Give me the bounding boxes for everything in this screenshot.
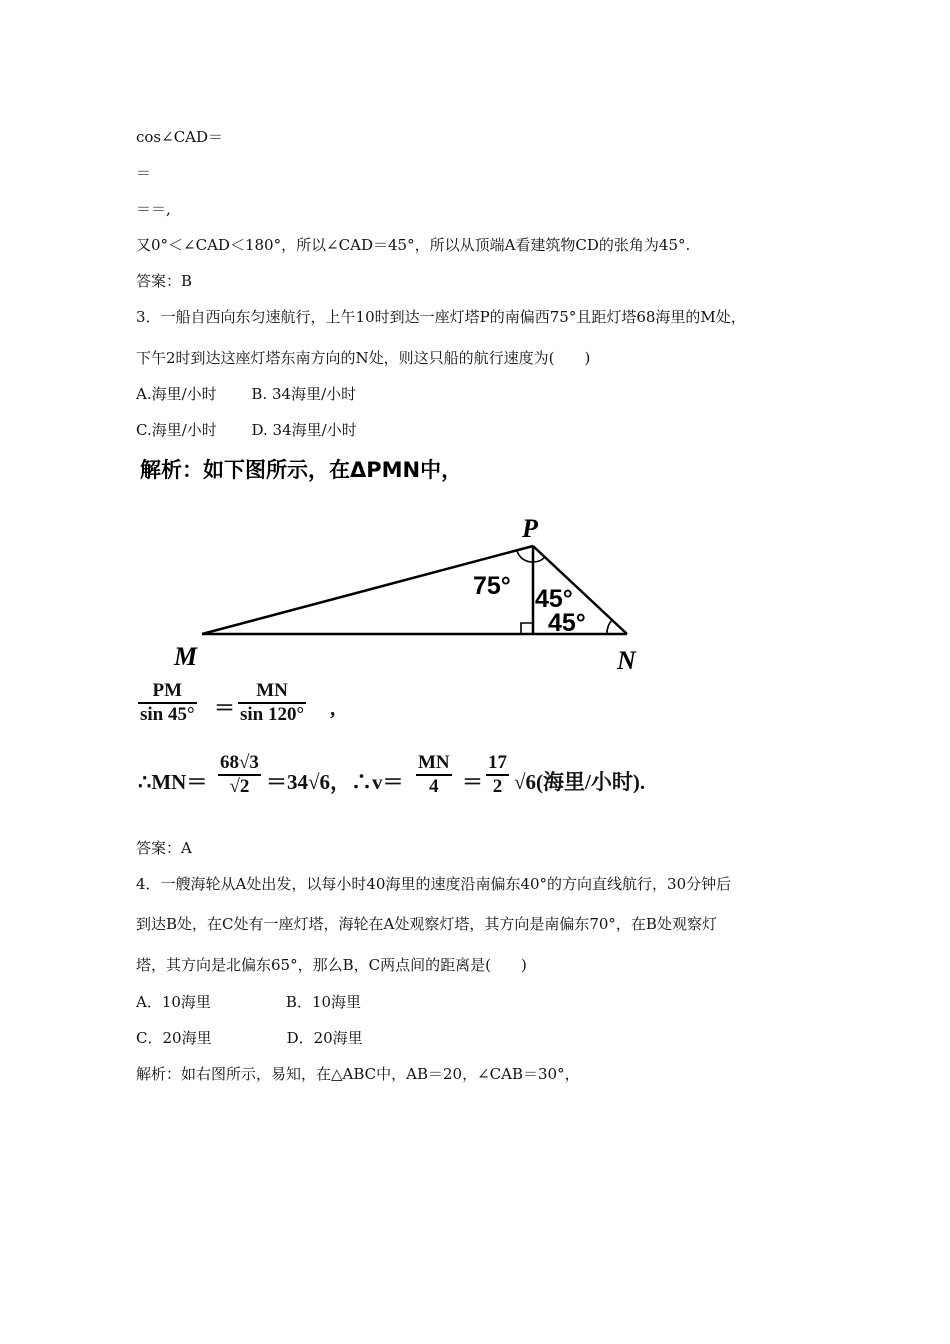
angle-arc-n bbox=[607, 620, 612, 634]
angle-arc-p-right bbox=[533, 557, 545, 562]
question-4-line-3: 塔，其方向是北偏东65°，那么B，C两点间的距离是( ) bbox=[136, 956, 527, 974]
angle-label-45-bottom: 45° bbox=[548, 609, 586, 637]
angle-arc-p-left bbox=[517, 551, 533, 562]
text-line: 又0°＜∠CAD＜180°，所以∠CAD＝45°，所以从顶端A看建筑物CD的张角为45°. bbox=[136, 236, 691, 254]
therefore-mn: ∴MN＝ bbox=[138, 770, 208, 794]
question-3-line-1: 3．一船自西向东匀速航行，上午10时到达一座灯塔P的南偏西75°且距灯塔68海里的M处， bbox=[136, 308, 746, 326]
fraction-pm-over-sin45: PM sin 45° bbox=[140, 680, 195, 725]
question-3-options-2: C.海里/小时 D. 34海里/小时 bbox=[136, 421, 357, 439]
label-p: P bbox=[522, 514, 538, 543]
answer-line: 答案：A bbox=[136, 839, 192, 857]
question-4-options-1: A．10海里 B．10海里 bbox=[136, 993, 362, 1011]
fraction-68sqrt3-over-sqrt2: 68√3 √2 bbox=[220, 752, 259, 797]
text-line: cos∠CAD＝ bbox=[136, 128, 224, 146]
question-4-line-2: 到达B处，在C处有一座灯塔，海轮在A处观察灯塔，其方向是南偏东70°，在B处观察灯 bbox=[136, 915, 717, 933]
question-4-solution: 解析：如右图所示，易知，在△ABC中，AB＝20，∠CAB＝30°， bbox=[136, 1065, 580, 1083]
right-angle-mark bbox=[521, 623, 533, 634]
fraction-17-over-2: 17 2 bbox=[488, 752, 507, 797]
text-line: ＝＝, bbox=[136, 200, 171, 218]
comma: , bbox=[330, 696, 336, 720]
question-3-line-2: 下午2时到达这座灯塔东南方向的N处，则这只船的航行速度为( ) bbox=[136, 349, 591, 367]
equals-sign: ＝ bbox=[214, 696, 235, 720]
label-n: N bbox=[617, 646, 636, 675]
triangle-pmn-diagram bbox=[160, 505, 660, 680]
answer-line: 答案：B bbox=[136, 272, 193, 290]
question-4-line-1: 4．一艘海轮从A处出发，以每小时40海里的速度沿南偏东40°的方向直线航行，30分钟后 bbox=[136, 875, 732, 893]
equals-sign-2: ＝ bbox=[462, 770, 483, 794]
fraction-mn-over-sin120: MN sin 120° bbox=[240, 680, 305, 725]
label-m: M bbox=[174, 642, 198, 671]
equation-middle: ＝34√6，∴v＝ bbox=[266, 770, 404, 794]
solution-heading: 解析：如下图所示，在ΔPMN中， bbox=[140, 458, 463, 482]
text-line: ＝ bbox=[136, 164, 152, 182]
velocity-result: √6(海里/小时). bbox=[514, 770, 646, 794]
question-3-options-1: A.海里/小时 B. 34海里/小时 bbox=[136, 385, 357, 403]
angle-label-75: 75° bbox=[473, 572, 511, 600]
angle-label-45-top: 45° bbox=[535, 585, 573, 613]
fraction-mn-over-4: MN 4 bbox=[418, 752, 450, 797]
question-4-options-2: C．20海里 D．20海里 bbox=[136, 1029, 363, 1047]
